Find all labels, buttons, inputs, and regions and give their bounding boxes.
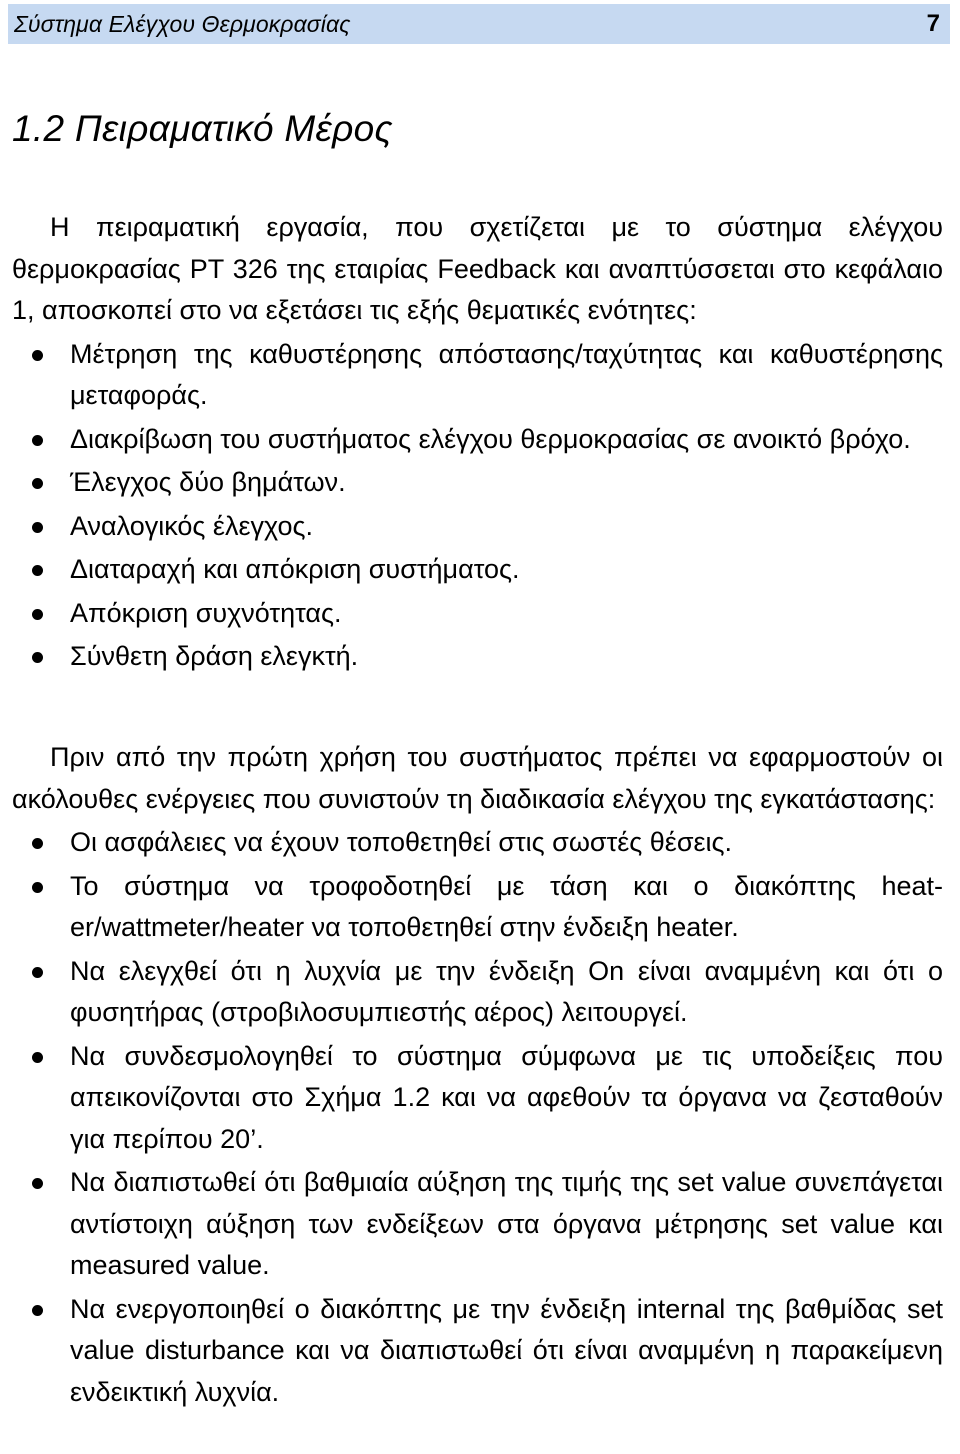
bullet-icon [32,882,43,893]
list-item-text: Να συνδεσμολογηθεί το σύστημα σύμφωνα με τις υποδείξεις που απεικονίζονται στο Σχήμα 1.2 και να αφεθούν τα όργανα να ζεσταθούν για περίπου 20’. [70,1040,943,1154]
bullet-icon [32,967,43,978]
header-title: Σύστημα Ελέγχου Θερμοκρασίας [14,10,351,37]
list-item-text: Μέτρηση της καθυστέρησης απόστασης/ταχύτητας και καθυστέρησης μεταφοράς. [70,338,943,410]
bullet-icon [32,350,43,361]
list-item-text: Οι ασφάλειες να έχουν τοποθετηθεί στις σωστές θέσεις. [70,827,733,857]
list-item [12,593,943,635]
list-item-text: Διαταραχή και απόκριση συστήματος. [70,554,520,584]
list-item-text: Απόκριση συχνότητας. [70,597,342,628]
bullet-icon [32,609,43,620]
list-item-text: Αναλογικός έλεγχος. [70,510,313,541]
list-item [12,866,943,949]
procedure-block [12,737,943,1413]
list-item-text: Σύνθετη δράση ελεγκτή. [70,641,359,671]
list-item [12,549,943,591]
page-header [8,4,950,44]
list-item [12,1162,943,1287]
list-item-text: Το σύστημα να τροφοδοτηθεί με τάση και ο διακόπτης heater/wattmeter/heater να τοποθετηθεί στην ένδειξη heater. [70,870,943,942]
bullet-icon [32,478,43,489]
bullet-icon [32,1178,43,1189]
intro-paragraph: Η πειραματική εργασία, που σχετίζεται με το σύστημα ελέγχου θερμοκρασίας PT 326 της εταιρίας Feedback και αναπτύσσεται στο κεφάλαιο 1, αποσκοπεί στο να εξετάσει τις εξής θεματικές ενότητες: [12,212,943,325]
bullet-icon [32,1052,43,1063]
intro-block [12,207,943,678]
bullet-icon [32,435,43,446]
list-item [12,506,943,548]
list-item-text: Να διαπιστωθεί ότι βαθμιαία αύξηση της τιμής της set value συνεπάγεται αντίστοιχη αύξηση των ενδείξεων στα όργανα μέτρησης set value και measured value. [70,1167,943,1280]
topics-list [12,334,943,678]
list-item [12,822,943,864]
list-item [12,1036,943,1161]
list-item-text: Να ενεργοποιηθεί ο διακόπτης με την ένδειξη internal της βαθμίδας set value disturbance και να διαπιστωθεί ότι είναι αναμμένη η παρακείμενη ενδεικτική λυχνία. [70,1293,943,1407]
page-number: 7 [926,10,940,37]
list-item [12,1289,943,1414]
list-item [12,419,943,461]
bullet-icon [32,652,43,663]
list-item [12,462,943,504]
list-item [12,334,943,417]
procedure-list [12,822,943,1413]
list-item [12,636,943,678]
bullet-icon [32,565,43,576]
procedure-paragraph: Πριν από την πρώτη χρήση του συστήματος πρέπει να εφαρμοστούν οι ακόλουθες ενέργειες που συνιστούν τη διαδικασία ελέγχου της εγκατάστασης: [12,742,943,814]
list-item-text: Διακρίβωση του συστήματος ελέγχου θερμοκρασίας σε ανοικτό βρόχο. [70,423,911,454]
bullet-icon [32,522,43,533]
bullet-icon [32,1305,43,1316]
list-item-text: Να ελεγχθεί ότι η λυχνία με την ένδειξη On είναι αναμμένη και ότι ο φυσητήρας (στροβιλοσυμπιεστής αέρος) λειτουργεί. [70,955,943,1027]
bullet-icon [32,838,43,849]
section-title: 1.2 Πειραματικό Μέρος [12,108,393,149]
list-item [12,951,943,1034]
list-item-text: Έλεγχος δύο βημάτων. [70,467,346,497]
